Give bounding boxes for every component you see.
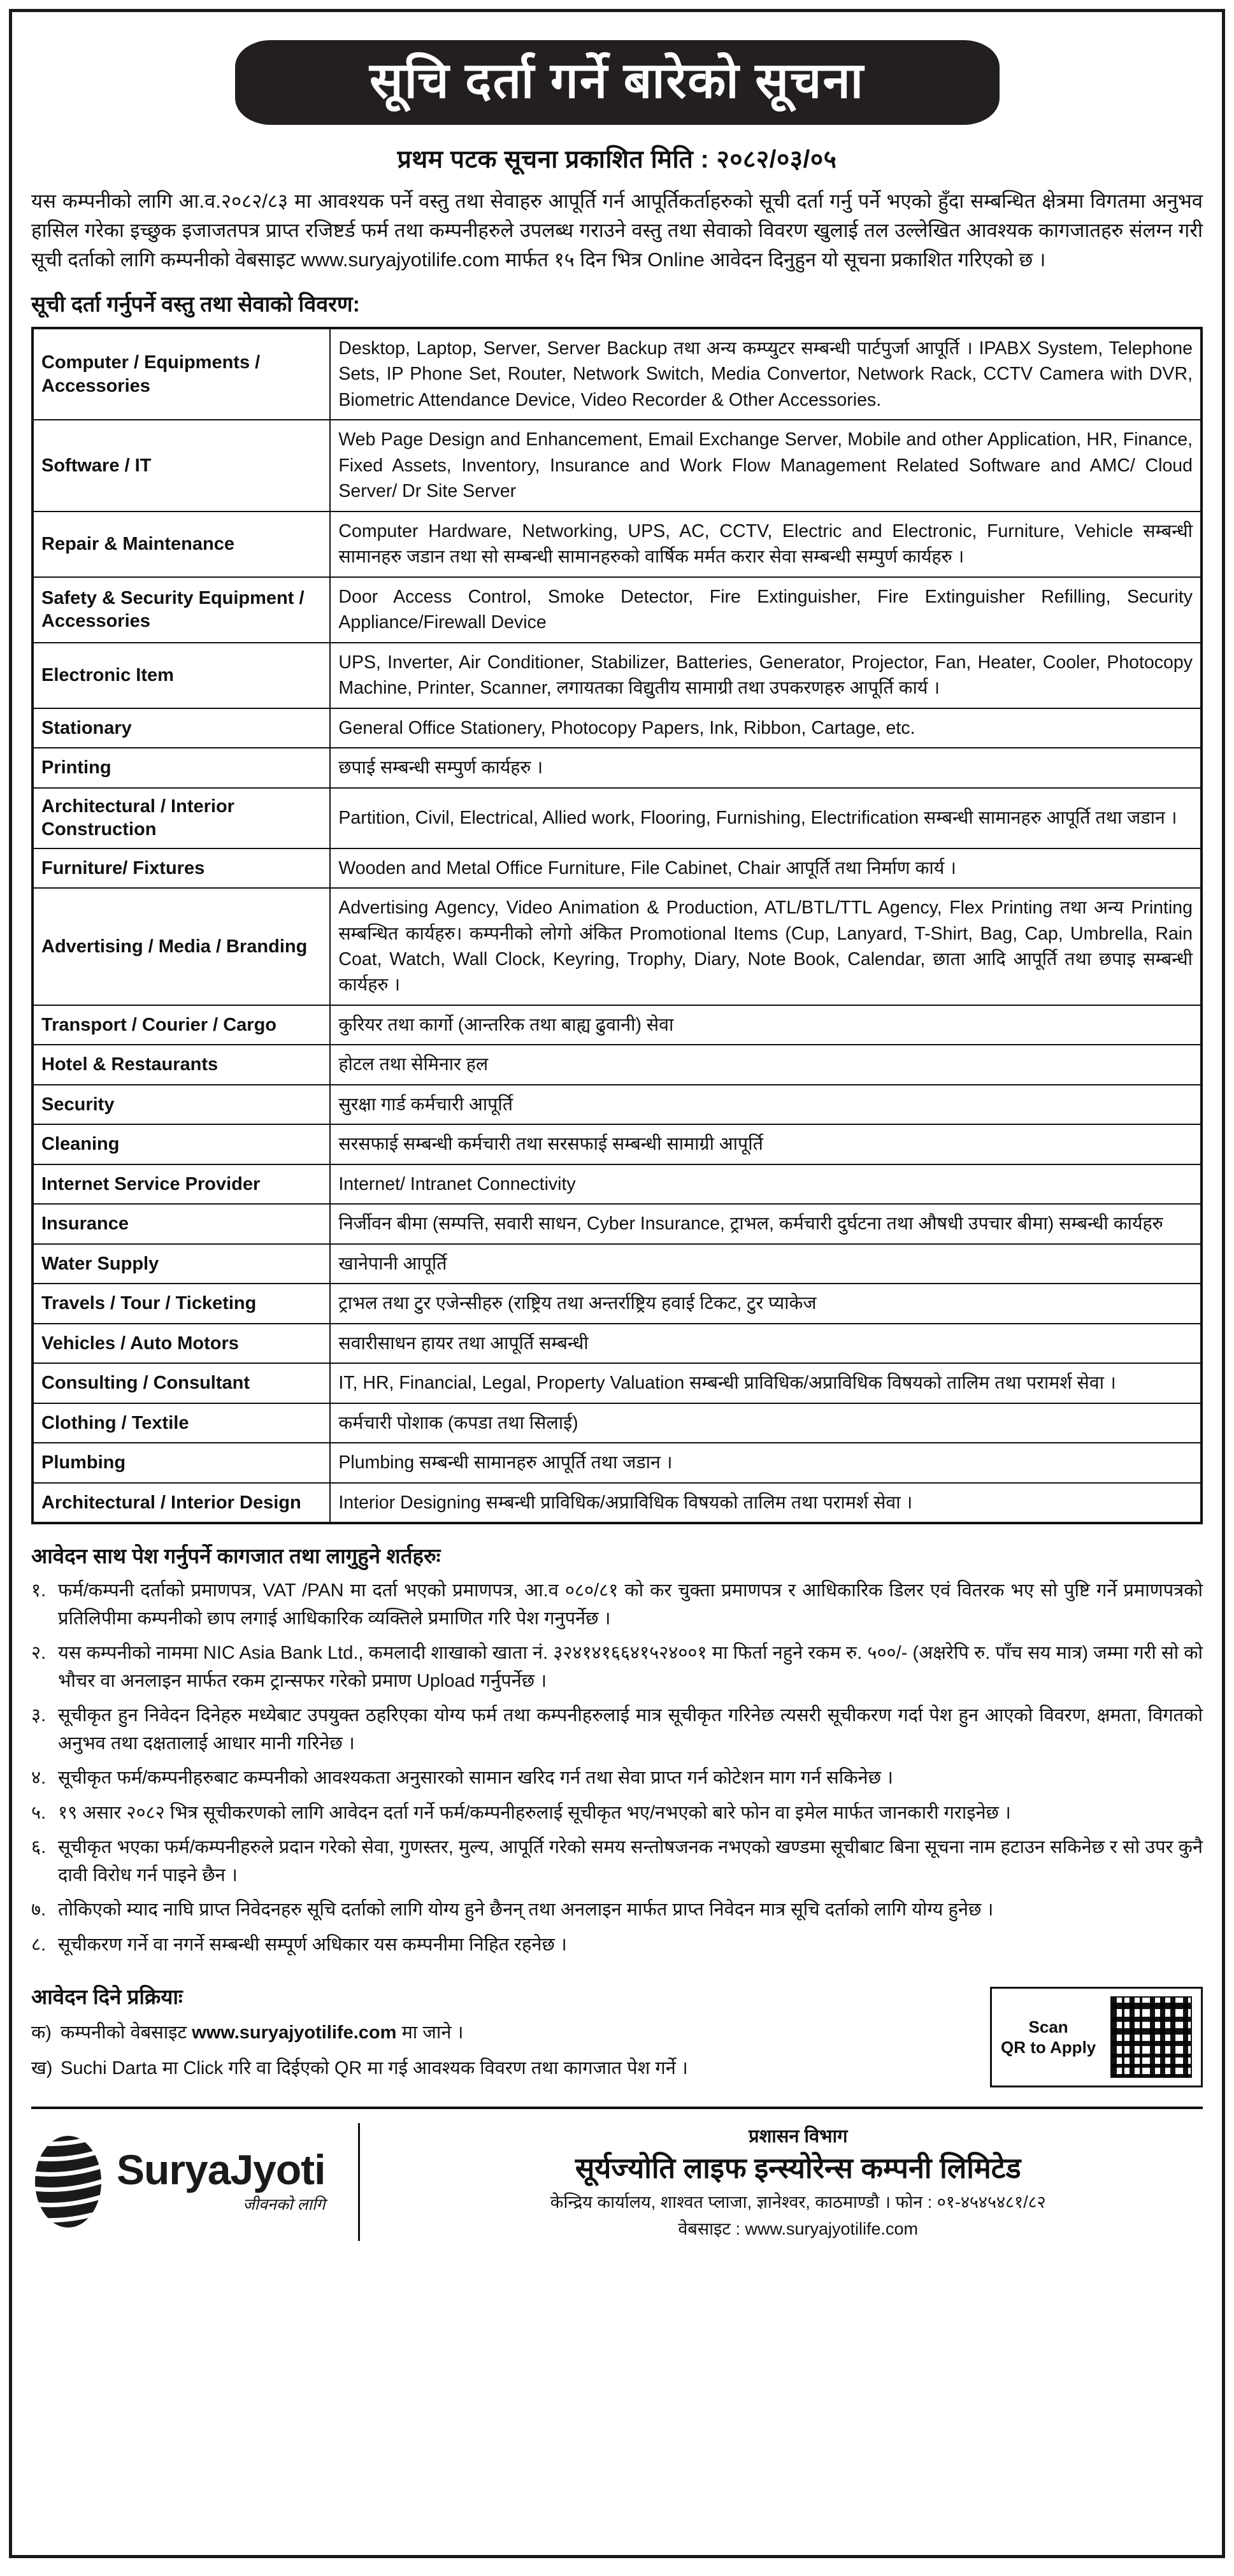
category-name: Clothing / Textile <box>32 1403 330 1443</box>
condition-text: तोकिएको म्याद नाघि प्राप्त निवेदनहरु सूचि दर्ताको लागि योग्य हुने छैनन् तथा अनलाइन मार्फत प्राप्त निवेदन मात्र सूचि दर्ताको लागि योग्य हुनेछ । <box>58 1900 994 1921</box>
category-name: Printing <box>32 748 330 787</box>
conditions-list <box>31 1577 1203 1959</box>
category-name: Furniture/ Fixtures <box>32 848 330 888</box>
condition-number: ७. <box>31 1900 47 1921</box>
category-name: Security <box>32 1085 330 1124</box>
brand-name: SuryaJyoti <box>117 2146 326 2194</box>
table-row <box>32 788 1202 848</box>
apply-step-a-text <box>61 2019 464 2047</box>
category-description: UPS, Inverter, Air Conditioner, Stabilizer, Batteries, Generator, Projector, Fan, Heater, Cooler, Photocopy Machine, Printer, Scanner, लगायतका विद्युतीय सामाग्री तथा उपकरणहरु आपूर्ति कार्य । <box>330 643 1202 708</box>
table-row <box>32 1204 1202 1243</box>
condition-number: ४. <box>31 1768 47 1789</box>
brand-text <box>117 2146 326 2215</box>
list-item <box>31 1800 1203 1828</box>
category-description: Partition, Civil, Electrical, Allied work, Flooring, Furnishing, Electrification सम्बन्धी सामानहरु आपूर्ति तथा जडान । <box>330 788 1202 848</box>
list-item <box>31 1702 1203 1757</box>
category-name: Architectural / Interior Construction <box>32 788 330 848</box>
category-description: कुरियर तथा कार्गाे (आन्तरिक तथा बाह्य ढुवानी) सेवा <box>330 1005 1202 1045</box>
footer-divider <box>358 2123 360 2241</box>
apply-steps <box>31 1975 975 2090</box>
table-row <box>32 512 1202 577</box>
table-row <box>32 1403 1202 1443</box>
table-row <box>32 1443 1202 1482</box>
category-name: Architectural / Interior Design <box>32 1483 330 1523</box>
condition-number: ३. <box>31 1705 47 1726</box>
category-name: Software / IT <box>32 420 330 511</box>
table-row <box>32 1164 1202 1204</box>
brand-tagline: जीवनको लागि <box>243 2196 326 2214</box>
table-row <box>32 577 1202 643</box>
table-row <box>32 708 1202 748</box>
category-description: General Office Stationery, Photocopy Papers, Ink, Ribbon, Cartage, etc. <box>330 708 1202 748</box>
table-row <box>32 748 1202 787</box>
apply-step-b <box>31 2055 975 2083</box>
category-name: Vehicles / Auto Motors <box>32 1324 330 1363</box>
list-item <box>31 1764 1203 1792</box>
category-description: छपाई सम्बन्धी सम्पुर्ण कार्यहरु । <box>330 748 1202 787</box>
company-address: केन्द्रिय कार्यालय, शाश्वत प्लाजा, ज्ञानेश्वर, काठमाण्डौ । फोन : ०१-४५४५४८१/८२ <box>550 2193 1046 2212</box>
company-details <box>377 2123 1203 2241</box>
category-name: Computer / Equipments / Accessories <box>32 328 330 420</box>
table-row <box>32 1005 1202 1045</box>
table-row <box>32 1244 1202 1284</box>
header-banner-wrap <box>31 40 1203 125</box>
category-name: Stationary <box>32 708 330 748</box>
apply-step-b-text: Suchi Darta मा Click गरि वा दिईएको QR मा गई आवश्यक विवरण तथा कागजात पेश गर्ने । <box>61 2057 688 2079</box>
qr-label-line1: Scan <box>1028 2017 1068 2036</box>
list-item <box>31 1834 1203 1889</box>
apply-step-a-prefix: कम्पनीको वेबसाइट <box>61 2022 192 2043</box>
condition-text: सूचीकृत भएका फर्म/कम्पनीहरुले प्रदान गरेको सेवा, गुणस्तर, मुल्य, आपूर्ति गरेको समय सन्तोषजनक नभएको खण्डमा सूचीबाट बिना सूचना नाम हटाउन सकिनेछ र सो उपर कुनै दावी विरोध गर्न पाइने छैन । <box>58 1837 1203 1885</box>
category-name: Safety & Security Equipment / Accessories <box>32 577 330 643</box>
category-description: निर्जीवन बीमा (सम्पत्ति, सवारी साधन, Cyber Insurance, ट्राभल, कर्मचारी दुर्घटना तथा औषधी उपचार बीमा) सम्बन्धी कार्यहरु <box>330 1204 1202 1243</box>
category-description: ट्राभल तथा टुर एजेन्सीहरु (राष्ट्रिय तथा अन्तर्राष्ट्रिय हवाई टिकट, टुर प्याकेज <box>330 1284 1202 1323</box>
category-description: Plumbing सम्बन्धी सामानहरु आपूर्ति तथा जडान । <box>330 1443 1202 1482</box>
category-name: Repair & Maintenance <box>32 512 330 577</box>
condition-number: १. <box>31 1580 47 1601</box>
table-row <box>32 848 1202 888</box>
category-name: Hotel & Restaurants <box>32 1045 330 1084</box>
category-name: Consulting / Consultant <box>32 1363 330 1403</box>
apply-marker-a: क) <box>31 2022 52 2043</box>
table-row <box>32 1284 1202 1323</box>
category-description: Interior Designing सम्बन्धी प्राविधिक/अप्राविधिक विषयको तालिम तथा परामर्श सेवा । <box>330 1483 1202 1523</box>
category-name: Internet Service Provider <box>32 1164 330 1204</box>
company-name: सूर्यज्योति लाइफ इन्स्योरेन्स कम्पनी लिमिटेड <box>575 2152 1021 2185</box>
table-row <box>32 420 1202 511</box>
table-section-heading: सूची दर्ता गर्नुपर्ने वस्तु तथा सेवाको विवरण: <box>31 292 360 317</box>
table-row <box>32 888 1202 1005</box>
category-description: कर्मचारी पोशाक (कपडा तथा सिलाई) <box>330 1403 1202 1443</box>
intro-paragraph: यस कम्पनीको लागि आ.व.२०८२/८३ मा आवश्यक पर्ने वस्तु तथा सेवाहरु आपूर्ति गर्न आपूर्तिकर्ताहरुको सूची दर्ता गर्नु पर्ने भएको हुँदा सम्बन्धित क्षेत्रमा विगतमा अनुभव हासिल गरेका इच्छुक इजाजतपत्र प्राप्त रजिष्टर्ड फर्म तथा कम्पनीहरुले उपलब्ध गराउने वस्तु तथा सेवाको विवरण खुलाई तल उल्लेखित आवश्यक कागजातहरु संलग्न गरी सूची दर्ताको लागि कम्पनीको वेबसाइट www.suryajyotilife.com मार्फत १५ दिन भित्र Online आवेदन दिनुहुन यो सूचना प्रकाशित गरिएको छ । <box>31 190 1203 271</box>
category-table-body <box>32 328 1202 1523</box>
condition-text: सूचीकृत फर्म/कम्पनीहरुबाट कम्पनीको आवश्यकता अनुसारको सामान खरिद गर्न तथा सेवा प्राप्त गर्न कोटेशन माग गर्न सकिनेछ । <box>58 1768 893 1789</box>
category-description: सरसफाई सम्बन्धी कर्मचारी तथा सरसफाई सम्बन्धी सामाग्री आपूर्ति <box>330 1124 1202 1164</box>
category-name: Travels / Tour / Ticketing <box>32 1284 330 1323</box>
table-row <box>32 1045 1202 1084</box>
condition-text: १९ असार २०८२ भित्र सूचीकरणको लागि आवेदन दर्ता गर्ने फर्म/कम्पनीहरुलाई सूचीकृत भए/नभएको बारे फोन वा इमेल मार्फत जानकारी गराइनेछ । <box>58 1802 1011 1823</box>
list-item <box>31 1577 1203 1633</box>
category-description: Wooden and Metal Office Furniture, File Cabinet, Chair आपूर्ति तथा निर्माण कार्य । <box>330 848 1202 888</box>
website-link[interactable]: www.suryajyotilife.com <box>192 2022 397 2043</box>
category-description: खानेपानी आपूर्ति <box>330 1244 1202 1284</box>
apply-step-a-suffix: मा जाने । <box>396 2022 464 2043</box>
publish-date: प्रथम पटक सूचना प्रकाशित मिति : २०८२/०३/०५ <box>397 146 837 174</box>
category-description: Advertising Agency, Video Animation & Production, ATL/BTL/TTL Agency, Flex Printing तथा अन्य Printing सम्बन्धित कार्यहरु। कम्पनीको लोगो अंकित Promotional Items (Cup, Lanyard, T-Shirt, Bag, Cap, Umbrella, Rain Coat, Watch, Wall Clock, Keyring, Trophy, Diary, Note Book, Calendar, छाता आदि आपूर्ति तथा छपाइ सम्बन्धी कार्यहरु । <box>330 888 1202 1005</box>
table-row <box>32 1483 1202 1523</box>
list-item <box>31 1640 1203 1695</box>
apply-block <box>31 1975 1203 2090</box>
notice-frame <box>9 9 1225 2558</box>
condition-number: ५. <box>31 1802 47 1823</box>
condition-number: ६. <box>31 1837 47 1858</box>
list-item <box>31 1896 1203 1924</box>
category-description: IT, HR, Financial, Legal, Property Valuation सम्बन्धी प्राविधिक/अप्राविधिक विषयको तालिम तथा परामर्श सेवा । <box>330 1363 1202 1403</box>
apply-step-a <box>31 2019 975 2047</box>
category-name: Transport / Courier / Cargo <box>32 1005 330 1045</box>
qr-label <box>1001 2017 1096 2058</box>
qr-code-icon[interactable] <box>1110 1996 1192 2078</box>
category-name: Plumbing <box>32 1443 330 1482</box>
table-row <box>32 643 1202 708</box>
category-name: Advertising / Media / Branding <box>32 888 330 1005</box>
condition-number: ८. <box>31 1934 47 1955</box>
company-website[interactable]: वेबसाइट : www.suryajyotilife.com <box>678 2219 919 2238</box>
apply-heading: आवेदन दिने प्रक्रियाः <box>31 1985 183 2009</box>
header-banner <box>235 40 1000 125</box>
conditions-heading: आवेदन साथ पेश गर्नुपर्ने कागजात तथा लागुहुने शर्तहरुः <box>31 1544 441 1568</box>
condition-text: सूचीकृत हुन निवेदन दिनेहरु मध्येबाट उपयुक्त ठहरिएका योग्य फर्म तथा कम्पनीहरुलाई मात्र सूचीकृत गरिनेछ त्यसरी सूचीकरण गर्दा पेश हुन आएको विवरण, क्षमता, विगतको अनुभव तथा दक्षतालाई आधार मानी गरिनेछ । <box>58 1705 1203 1754</box>
table-row <box>32 1363 1202 1403</box>
category-name: Insurance <box>32 1204 330 1243</box>
table-row <box>32 1085 1202 1124</box>
table-row <box>32 1324 1202 1363</box>
category-description: Computer Hardware, Networking, UPS, AC, CCTV, Electric and Electronic, Furniture, Vehicle सम्बन्धी सामानहरु जडान तथा सो सम्बन्धी सामानहरुको वार्षिक मर्मत करार सेवा सम्बन्धी सम्पुर्ण कार्यहरु । <box>330 512 1202 577</box>
category-description: Web Page Design and Enhancement, Email Exchange Server, Mobile and other Application, HR, Finance, Fixed Assets, Inventory, Insurance and Work Flow Management Related Software and AMC/ Cloud Server/ Dr Site Server <box>330 420 1202 511</box>
suryajyoti-logo-icon <box>31 2134 105 2229</box>
category-name: Water Supply <box>32 1244 330 1284</box>
category-name: Cleaning <box>32 1124 330 1164</box>
table-row <box>32 328 1202 420</box>
category-description: Internet/ Intranet Connectivity <box>330 1164 1202 1204</box>
apply-marker-b: ख) <box>31 2057 53 2079</box>
notice-title: सूचि दर्ता गर्ने बारेको सूचना <box>369 52 865 108</box>
category-description: सुरक्षा गार्ड कर्मचारी आपूर्ति <box>330 1085 1202 1124</box>
department-name: प्रशासन विभाग <box>749 2126 848 2147</box>
condition-number: २. <box>31 1643 47 1664</box>
category-description: सवारीसाधन हायर तथा आपूर्ति सम्बन्धी <box>330 1324 1202 1363</box>
condition-text: सूचीकरण गर्ने वा नगर्ने सम्बन्धी सम्पूर्ण अधिकार यस कम्पनीमा निहित रहनेछ । <box>58 1934 567 1955</box>
footer <box>31 2107 1203 2241</box>
category-description: Desktop, Laptop, Server, Server Backup तथा अन्य कम्प्युटर सम्बन्धी पार्टपुर्जा आपूर्ति । IPABX System, Telephone Sets, IP Phone Set, Router, Network Switch, Media Convertor, Network Rack, CCTV Camera with DVR, Biometric Attendance Device, Video Recorder & Other Accessories. <box>330 328 1202 420</box>
table-row <box>32 1124 1202 1164</box>
qr-label-line2: QR to Apply <box>1001 2038 1096 2057</box>
condition-text: फर्म/कम्पनी दर्ताको प्रमाणपत्र, VAT /PAN मा दर्ता भएको प्रमाणपत्र, आ.व ०८०/८१ को कर चुक्ता प्रमाणपत्र र आधिकारिक डिलर एवं वितरक भए सो पुष्टि गर्ने प्रमाणपत्रको प्रतिलिपीमा कम्पनीको छाप लगाई आधिकारिक व्यक्तिले प्रमाणित गरि पेश गनुपर्नेछ । <box>58 1580 1203 1629</box>
category-description: होटल तथा सेमिनार हल <box>330 1045 1202 1084</box>
category-description: Door Access Control, Smoke Detector, Fire Extinguisher, Fire Extinguisher Refilling, Security Appliance/Firewall Device <box>330 577 1202 643</box>
condition-text: यस कम्पनीको नाममा NIC Asia Bank Ltd., कमलादी शाखाको खाता नं. ३२४१४१६६४१५२४००१ मा फिर्ता नहुने रकम रु. ५००/- (अक्षरेपि रु. पाँच सय मात्र) जम्मा गरी सो को भौचर वा अनलाइन मार्फत रकम ट्रान्सफर गरेको प्रमाण Upload गर्नुपर्नेछ । <box>58 1643 1203 1691</box>
category-name: Electronic Item <box>32 643 330 708</box>
category-table <box>31 327 1203 1524</box>
qr-apply-box[interactable] <box>990 1987 1203 2087</box>
list-item <box>31 1931 1203 1959</box>
brand-block <box>31 2134 341 2229</box>
